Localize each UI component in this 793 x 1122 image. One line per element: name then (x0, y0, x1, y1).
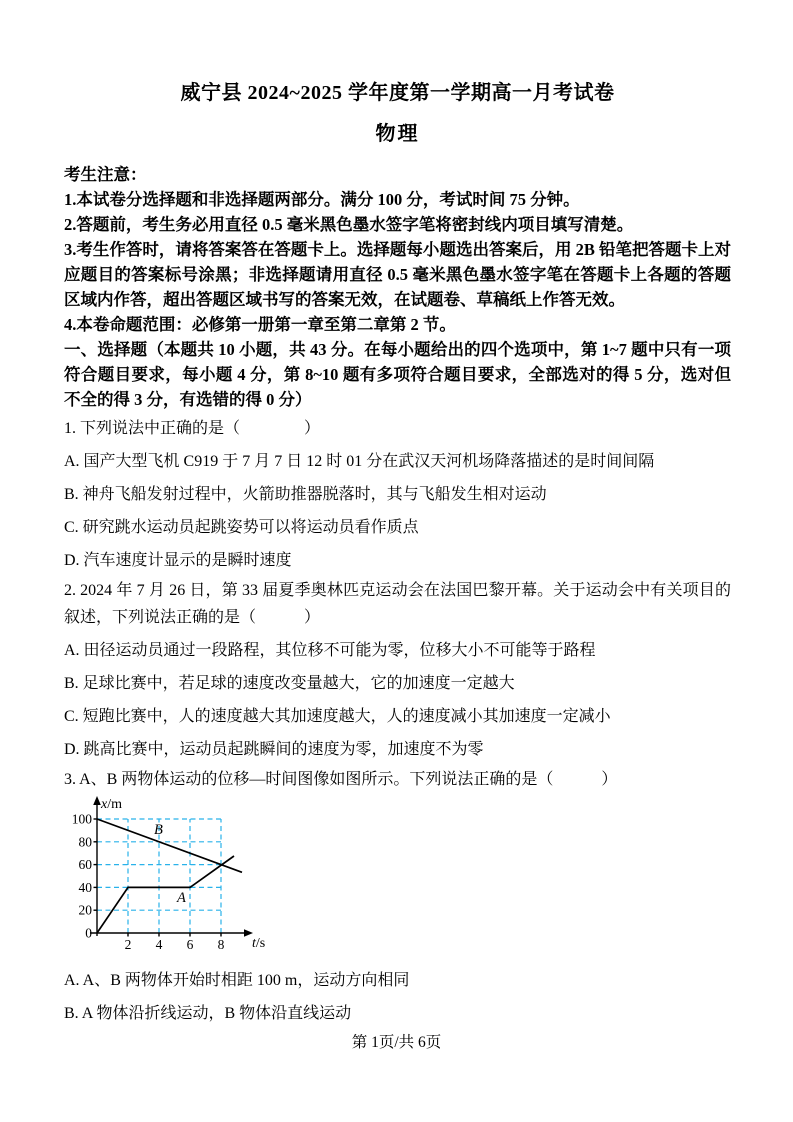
notice-item-2: 2.答题前，考生务必用直径 0.5 毫米黑色墨水签字笔将密封线内项目填写清楚。 (64, 215, 634, 234)
question-2-option-b: B. 足球比赛中，若足球的速度改变量越大，它的加速度一定越大 (64, 675, 515, 692)
ytick-80: 80 (78, 834, 92, 850)
question-3-option-a: A. A、B 两物体开始时相距 100 m，运动方向相同 (64, 972, 410, 989)
page-footer: 第 1页/共 6页 (351, 1034, 442, 1051)
line-A (97, 856, 234, 933)
page-title: 威宁县 2024~2025 学年度第一学期高一月考试卷 (180, 82, 615, 104)
xtick-2: 2 (124, 937, 132, 952)
question-1-option-c: C. 研究跳水运动员起跳姿势可以将运动员看作质点 (64, 519, 419, 536)
subject-title: 物理 (375, 123, 420, 145)
question-1-stem: 1. 下列说法中正确的是（ ） (64, 420, 321, 437)
y-axis-arrow-icon (93, 796, 101, 805)
xt-graph-svg (64, 795, 279, 961)
question-2-option-a: A. 田径运动员通过一段路程，其位移不可能为零，位移大小不可能等于路程 (64, 642, 596, 659)
question-3 (64, 766, 731, 1027)
xtick-8: 8 (217, 937, 225, 952)
question-1-option-a: A. 国产大型飞机 C919 于 7 月 7 日 12 时 01 分在武汉天河机场降落描述的是时间间隔 (64, 453, 655, 470)
question-3-stem: 3. A、B 两物体运动的位移—时间图像如图所示。下列说法正确的是（ ） (64, 771, 618, 788)
notice-item-3: 3.考生作答时，请将答案答在答题卡上。选择题每小题选出答案后，用 2B 铅笔把答题卡上对应题目的答案标号涂黑；非选择题请用直径 0.5 毫米黑色墨水签字笔在答题卡上各题的答题区域内作答，超出答题区域书写的答案无效，在试题卷、草稿纸上作答无效。 (64, 240, 731, 309)
ytick-40: 40 (78, 879, 92, 895)
ytick-60: 60 (78, 857, 92, 873)
ytick-100: 100 (71, 811, 92, 827)
y-axis-label: x/m (101, 797, 122, 812)
question-2-option-d: D. 跳高比赛中，运动员起跳瞬间的速度为零，加速度不为零 (64, 741, 484, 758)
xt-graph (64, 795, 731, 961)
question-1-option-b: B. 神舟飞船发射过程中，火箭助推器脱落时，其与飞船发生相对运动 (64, 486, 547, 503)
question-3-option-b: B. A 物体沿折线运动，B 物体沿直线运动 (64, 1005, 352, 1022)
question-1-option-d: D. 汽车速度计显示的是瞬时速度 (64, 552, 292, 569)
x-axis-label: t/s (252, 936, 266, 951)
notice-item-4: 4.本卷命题范围：必修第一册第一章至第二章第 2 节。 (64, 315, 456, 334)
notice-item-1: 1.本试卷分选择题和非选择题两部分。满分 100 分，考试时间 75 分钟。 (64, 190, 580, 209)
xtick-4: 4 (155, 937, 163, 952)
notice-block (64, 162, 731, 337)
ytick-20: 20 (78, 902, 92, 918)
question-2-stem: 2. 2024 年 7 月 26 日，第 33 届夏季奥林匹克运动会在法国巴黎开幕。关于运动会中有关项目的叙述，下列说法正确的是（ ） (64, 582, 731, 626)
xtick-6: 6 (186, 937, 194, 952)
question-1 (64, 415, 731, 574)
section-one-heading: 一、选择题（本题共 10 小题，共 43 分。在每小题给出的四个选项中，第 1~7 题中只有一项符合题目要求，每小题 4 分，第 8~10 题有多项符合题目要求，全部选对的得 5 分，选对但不全的得 3 分，有选错的得 0 分） (64, 340, 731, 409)
series-label-B: B (154, 822, 163, 838)
question-2-option-c: C. 短跑比赛中，人的速度越大其加速度越大，人的速度减小其加速度一定减小 (64, 708, 611, 725)
ytick-0: 0 (85, 925, 92, 941)
series-label-A: A (177, 890, 186, 906)
axes (90, 804, 245, 937)
notice-heading: 考生注意： (64, 165, 147, 184)
question-2 (64, 577, 731, 763)
